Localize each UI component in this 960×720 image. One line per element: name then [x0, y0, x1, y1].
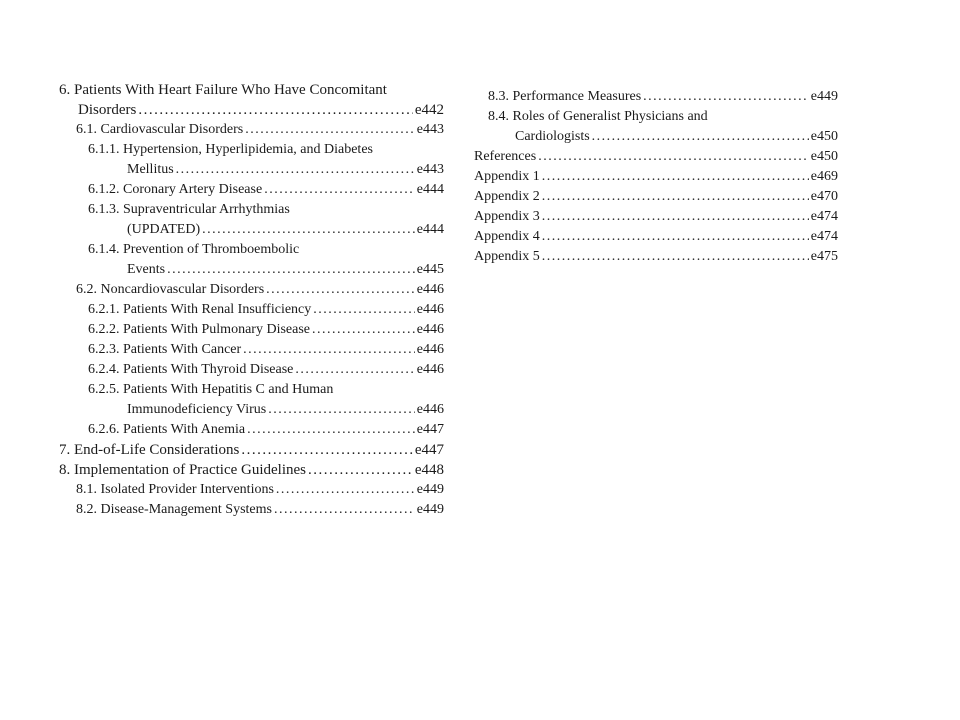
- toc-entry-title: Appendix 2: [474, 189, 540, 204]
- toc-entry-title: 6.2.3. Patients With Cancer: [88, 342, 242, 357]
- toc-entry-title: 8.1. Isolated Provider Interventions: [76, 482, 274, 497]
- toc-entry-title: Events: [127, 262, 166, 277]
- dot-leader: [542, 207, 809, 227]
- toc-entry[interactable]: [0, 460, 444, 480]
- toc-page-number: e474: [810, 229, 838, 244]
- toc-entry[interactable]: [0, 340, 444, 360]
- toc-entry-title: 6.2.5. Patients With Hepatitis C and Human: [88, 382, 334, 397]
- toc-page-number: e474: [810, 209, 838, 224]
- dot-leader: [542, 187, 809, 207]
- toc-entry-title: 6.2.2. Patients With Pulmonary Disease: [88, 322, 310, 337]
- toc-page-number: e449: [416, 502, 444, 517]
- toc-entry-title: Appendix 4: [474, 229, 540, 244]
- toc-entry[interactable]: [0, 300, 444, 320]
- dot-leader: [295, 360, 414, 380]
- dot-leader: [592, 127, 809, 147]
- toc-entry[interactable]: [0, 280, 444, 300]
- toc-entry-title: 6.1.2. Coronary Artery Disease: [88, 182, 263, 197]
- dot-leader: [243, 340, 415, 360]
- toc-entry-title: 6.1. Cardiovascular Disorders: [76, 122, 244, 137]
- dot-leader: [274, 500, 415, 520]
- toc-page-number: e448: [414, 462, 444, 478]
- toc-entry-title: Disorders: [78, 102, 137, 118]
- toc-entry[interactable]: [0, 207, 838, 227]
- toc-entry-title: Appendix 1: [474, 169, 540, 184]
- toc-entry-title: 6.2.1. Patients With Renal Insufficiency: [88, 302, 312, 317]
- dot-leader: [268, 400, 415, 420]
- toc-entry[interactable]: [0, 187, 838, 207]
- dot-leader: [538, 147, 809, 167]
- dot-leader: [247, 420, 415, 440]
- toc-page-number: e443: [416, 122, 444, 137]
- toc-page-number: e449: [416, 482, 444, 497]
- toc-page-number: e442: [414, 102, 444, 118]
- toc-entry-title: 6.2. Noncardiovascular Disorders: [76, 282, 265, 297]
- toc-entry[interactable]: [0, 167, 838, 187]
- toc-page-number: e447: [414, 442, 444, 458]
- toc-page-number: e475: [810, 249, 838, 264]
- toc-entry[interactable]: [0, 420, 444, 440]
- toc-entry[interactable]: [0, 440, 444, 460]
- toc-entry-title: Immunodeficiency Virus: [127, 402, 267, 417]
- toc-entry-title: (UPDATED): [127, 222, 201, 237]
- toc-page-number: e449: [810, 89, 838, 104]
- dot-leader: [312, 320, 415, 340]
- toc-entry-title: 6.2.4. Patients With Thyroid Disease: [88, 362, 294, 377]
- dot-leader: [308, 460, 413, 480]
- toc-page-number: e445: [416, 262, 444, 277]
- toc-entry-title: 8.3. Performance Measures: [488, 89, 642, 104]
- toc-page-number: e444: [416, 222, 444, 237]
- toc-entry[interactable]: [0, 380, 444, 420]
- toc-entry-title: 6.1.4. Prevention of Thromboembolic: [88, 242, 300, 257]
- toc-entry[interactable]: [0, 87, 838, 107]
- toc-entry-title: 6.1.3. Supraventricular Arrhythmias: [88, 202, 290, 217]
- toc-entry-title: 8. Implementation of Practice Guidelines: [59, 462, 307, 478]
- toc-page-number: e450: [810, 149, 838, 164]
- toc-entry[interactable]: [0, 227, 838, 247]
- toc-entry-title: Mellitus: [127, 162, 174, 177]
- dot-leader: [542, 227, 809, 247]
- toc-page-number: e469: [810, 169, 838, 184]
- toc-entry[interactable]: [0, 107, 838, 147]
- dot-leader: [542, 167, 809, 187]
- toc-page-number: e446: [416, 342, 444, 357]
- toc-entry-title: References: [474, 149, 537, 164]
- toc-entry-title: 6. Patients With Heart Failure Who Have Concomitant: [59, 82, 387, 98]
- toc-entry[interactable]: [0, 247, 838, 267]
- toc-entry[interactable]: [0, 480, 444, 500]
- toc-page-number: e446: [416, 322, 444, 337]
- toc-entry-title: 8.4. Roles of Generalist Physicians and: [488, 109, 708, 124]
- dot-leader: [276, 480, 415, 500]
- toc-page-number: e470: [810, 189, 838, 204]
- toc-page-number: e446: [416, 302, 444, 317]
- toc-entry-title: Appendix 5: [474, 249, 540, 264]
- toc-page-number: e446: [416, 282, 444, 297]
- toc-page-number: e446: [416, 402, 444, 417]
- dot-leader: [643, 87, 809, 107]
- dot-leader: [313, 300, 415, 320]
- toc-right-column: [0, 87, 838, 267]
- toc-page-number: e446: [416, 362, 444, 377]
- dot-leader: [542, 247, 809, 267]
- toc-entry-title: 6.2.6. Patients With Anemia: [88, 422, 246, 437]
- toc-entry[interactable]: [0, 147, 838, 167]
- toc-page-number: e444: [416, 182, 444, 197]
- toc-entry-title: 7. End-of-Life Considerations: [59, 442, 240, 458]
- dot-leader: [266, 280, 415, 300]
- toc-entry[interactable]: [0, 320, 444, 340]
- toc-entry[interactable]: [0, 360, 444, 380]
- toc-entry-title: Cardiologists: [515, 129, 590, 144]
- toc-page-number: e450: [810, 129, 838, 144]
- toc-entry-title: 6.1.1. Hypertension, Hyperlipidemia, and Diabetes: [88, 142, 373, 157]
- dot-leader: [241, 440, 412, 460]
- toc-page-number: e447: [416, 422, 444, 437]
- toc-entry-title: 8.2. Disease-Management Systems: [76, 502, 272, 517]
- toc-entry-title: Appendix 3: [474, 209, 540, 224]
- toc-page-number: e443: [416, 162, 444, 177]
- toc-entry[interactable]: [0, 500, 444, 520]
